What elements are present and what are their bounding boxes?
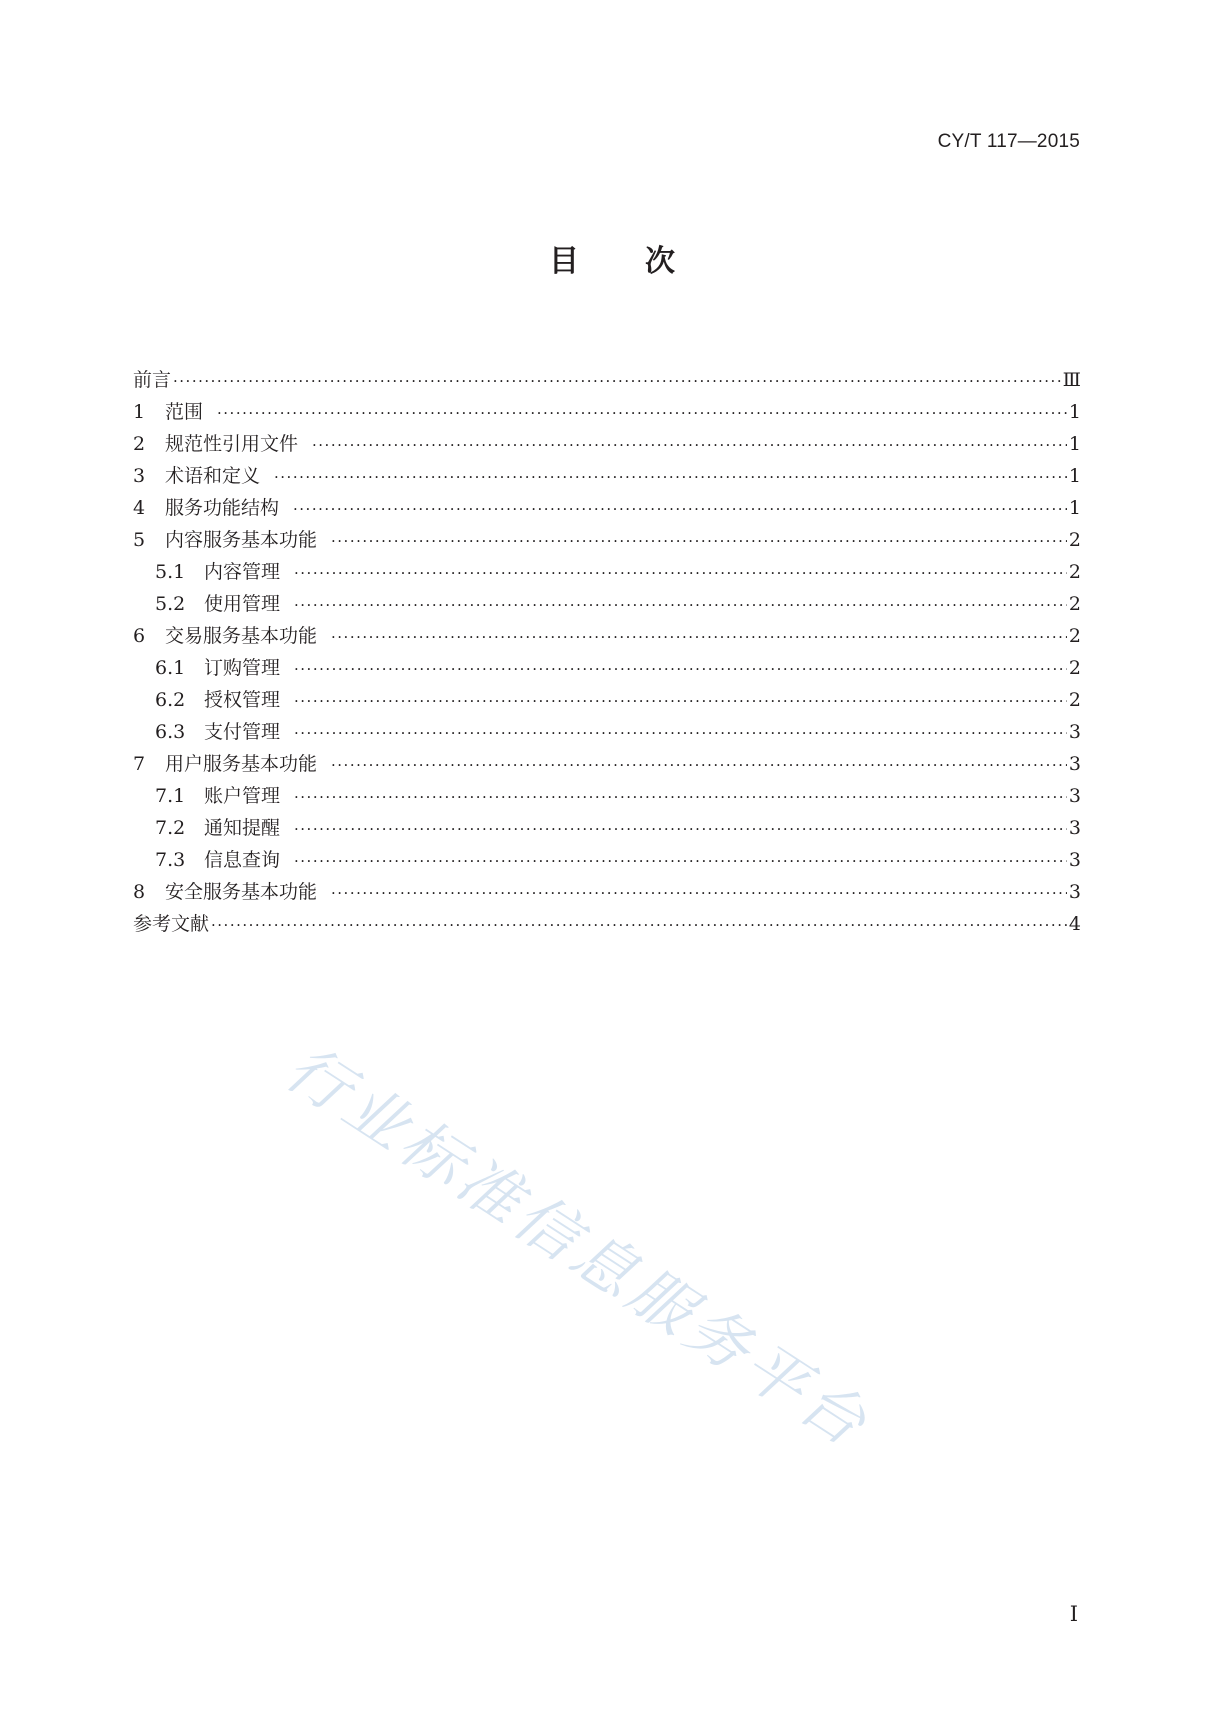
toc-entry-label: 参考文献	[133, 913, 210, 935]
toc-entry-page: 1	[1068, 497, 1081, 519]
toc-entry[interactable]	[133, 396, 1081, 428]
toc-entry[interactable]	[133, 844, 1081, 876]
toc-entry-page: 2	[1068, 593, 1081, 615]
toc-entry[interactable]	[133, 524, 1081, 556]
toc-dot-leader	[293, 493, 1067, 525]
toc-entry-page: 3	[1068, 753, 1081, 775]
toc-entry-page: 1	[1068, 465, 1081, 487]
toc-entry-number: 8	[133, 881, 146, 903]
toc-dot-leader	[294, 685, 1067, 717]
toc-entry-number: 4	[133, 497, 146, 519]
toc-dot-leader	[274, 461, 1067, 493]
toc-entry-page: 1	[1068, 401, 1081, 423]
toc-dot-leader	[331, 749, 1067, 781]
toc-entry[interactable]	[133, 428, 1081, 460]
toc-entry-label: 规范性引用文件	[165, 433, 299, 455]
toc-entry-number: 6.2	[155, 689, 186, 711]
toc-dot-leader	[211, 909, 1067, 941]
toc-entry-label: 范围	[165, 401, 204, 423]
toc-entry[interactable]	[133, 588, 1081, 620]
toc-entry[interactable]	[133, 556, 1081, 588]
toc-entry-label: 内容管理	[204, 561, 281, 583]
toc-entry-label: 支付管理	[204, 721, 281, 743]
toc-dot-leader	[331, 877, 1067, 909]
toc-entry-number: 7.1	[155, 785, 186, 807]
toc-entry-page: 2	[1068, 529, 1081, 551]
toc-entry-label: 术语和定义	[165, 465, 261, 487]
toc-entry-page: 2	[1068, 689, 1081, 711]
toc-dot-leader	[294, 717, 1067, 749]
toc-entry[interactable]	[133, 652, 1081, 684]
toc-entry[interactable]	[133, 908, 1081, 940]
toc-dot-leader	[217, 397, 1067, 429]
toc-dot-leader	[173, 365, 1061, 397]
toc-entry[interactable]	[133, 780, 1081, 812]
toc-entry-page: 3	[1068, 721, 1081, 743]
toc-entry[interactable]	[133, 460, 1081, 492]
toc-dot-leader	[331, 621, 1067, 653]
toc-entry[interactable]	[133, 620, 1081, 652]
toc-entry-label: 账户管理	[204, 785, 281, 807]
toc-entry-label: 使用管理	[204, 593, 281, 615]
toc-entry-number: 7.3	[155, 849, 186, 871]
toc-entry-number: 1	[133, 401, 146, 423]
toc-dot-leader	[331, 525, 1067, 557]
toc-entry-page: 4	[1068, 913, 1081, 935]
toc-entry-number: 5	[133, 529, 146, 551]
toc-entry-number: 6.1	[155, 657, 186, 679]
toc-entry-label: 订购管理	[204, 657, 281, 679]
toc-entry[interactable]	[133, 748, 1081, 780]
page-title	[0, 236, 1224, 280]
toc-entry[interactable]	[133, 684, 1081, 716]
toc-entry-label: 安全服务基本功能	[165, 881, 318, 903]
toc-entry-number: 5.1	[155, 561, 186, 583]
toc-entry-number: 2	[133, 433, 146, 455]
toc-dot-leader	[312, 429, 1067, 461]
toc-entry[interactable]	[133, 492, 1081, 524]
toc-entry[interactable]	[133, 364, 1081, 396]
toc-entry-label: 用户服务基本功能	[165, 753, 318, 775]
toc-entry-number: 5.2	[155, 593, 186, 615]
toc-entry-number: 6	[133, 625, 146, 647]
toc-entry-page: 3	[1068, 785, 1081, 807]
toc-entry[interactable]	[133, 812, 1081, 844]
toc-entry-page: 2	[1068, 561, 1081, 583]
toc-entry-number: 3	[133, 465, 146, 487]
toc-entry-label: 交易服务基本功能	[165, 625, 318, 647]
watermark: 行业标准信息服务平台	[273, 1030, 884, 1463]
toc-entry[interactable]	[133, 716, 1081, 748]
toc-entry-number: 6.3	[155, 721, 186, 743]
toc-dot-leader	[294, 813, 1067, 845]
toc-entry-label: 信息查询	[204, 849, 281, 871]
toc-entry-page: 3	[1068, 817, 1081, 839]
toc-entry-label: 授权管理	[204, 689, 281, 711]
toc-entry[interactable]	[133, 876, 1081, 908]
toc-dot-leader	[294, 589, 1067, 621]
toc-entry-label: 内容服务基本功能	[165, 529, 318, 551]
toc-dot-leader	[294, 845, 1067, 877]
toc-entry-page: Ⅲ	[1062, 369, 1081, 391]
page-number: I	[1069, 1602, 1078, 1626]
toc-entry-label: 通知提醒	[204, 817, 281, 839]
toc-entry-label: 服务功能结构	[165, 497, 280, 519]
standard-code: CY/T 117—2015	[937, 131, 1080, 152]
toc-entry-page: 3	[1068, 881, 1081, 903]
toc-dot-leader	[294, 653, 1067, 685]
toc-entry-page: 2	[1068, 625, 1081, 647]
toc-entry-number: 7.2	[155, 817, 186, 839]
toc-entry-label: 前言	[133, 369, 172, 391]
toc-dot-leader	[294, 557, 1067, 589]
table-of-contents	[133, 364, 1081, 940]
toc-entry-page: 3	[1068, 849, 1081, 871]
toc-entry-page: 1	[1068, 433, 1081, 455]
toc-entry-page: 2	[1068, 657, 1081, 679]
page-title-char-2: 次	[645, 244, 675, 279]
page-title-char-1: 目	[549, 244, 579, 279]
toc-dot-leader	[294, 781, 1067, 813]
toc-entry-number: 7	[133, 753, 146, 775]
